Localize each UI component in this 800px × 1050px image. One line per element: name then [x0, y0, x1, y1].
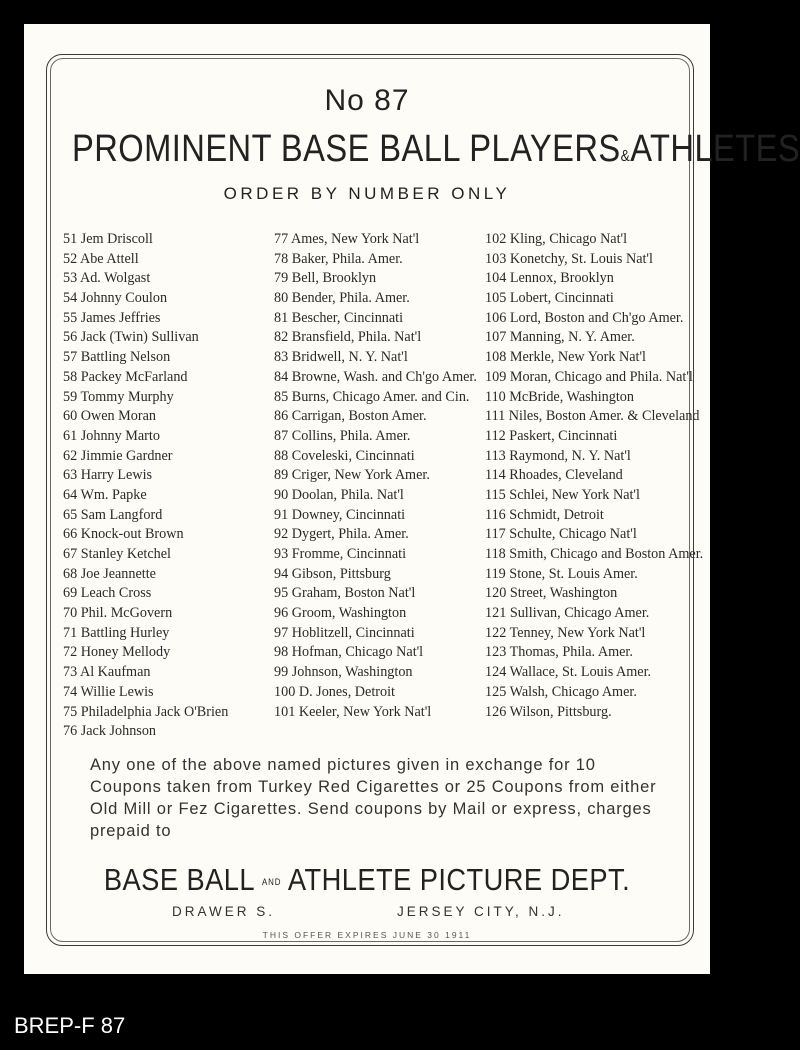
- player-entry: 109 Moran, Chicago and Phila. Nat'l: [485, 368, 693, 385]
- player-entry: 74 Willie Lewis: [63, 683, 154, 700]
- player-entry: 56 Jack (Twin) Sullivan: [63, 329, 199, 346]
- player-entry: 110 McBride, Washington: [485, 388, 634, 405]
- player-entry: 88 Coveleski, Cincinnati: [274, 447, 415, 464]
- player-entry: 117 Schulte, Chicago Nat'l: [485, 526, 637, 543]
- player-entry: 121 Sullivan, Chicago Amer.: [485, 605, 650, 622]
- player-list-column-1: [63, 230, 228, 742]
- player-entry: 73 Al Kaufman: [63, 664, 151, 681]
- player-list-column-2: [274, 230, 477, 722]
- card-title: [72, 128, 800, 171]
- player-entry: 108 Merkle, New York Nat'l: [485, 349, 646, 366]
- player-entry: 77 Ames, New York Nat'l: [274, 231, 420, 247]
- player-entry: 105 Lobert, Cincinnati: [485, 290, 614, 307]
- player-entry: 83 Bridwell, N. Y. Nat'l: [274, 349, 408, 366]
- player-entry: 87 Collins, Phila. Amer.: [274, 427, 411, 444]
- player-entry: 59 Tommy Murphy: [63, 388, 174, 405]
- player-entry: 65 Sam Langford: [63, 506, 163, 523]
- catalog-code: BREP-F 87: [14, 1013, 126, 1038]
- city-address: JERSEY CITY, N.J.: [397, 904, 565, 919]
- player-entry: 80 Bender, Phila. Amer.: [274, 290, 410, 307]
- player-entry: 124 Wallace, St. Louis Amer.: [485, 664, 652, 681]
- title-main: PROMINENT BASE BALL PLAYERS: [72, 128, 621, 170]
- title-tail: ATHLETES: [630, 128, 800, 170]
- player-entry: 94 Gibson, Pittsburg: [274, 565, 391, 582]
- player-entry: 101 Keeler, New York Nat'l: [274, 703, 432, 720]
- drawer-address: DRAWER S.: [172, 904, 276, 919]
- player-entry: 54 Johnny Coulon: [63, 290, 168, 307]
- player-entry: 82 Bransfield, Phila. Nat'l: [274, 329, 422, 346]
- player-entry: 99 Johnson, Washington: [274, 664, 413, 681]
- card-number: No 87: [324, 84, 410, 117]
- player-entry: 98 Hofman, Chicago Nat'l: [274, 644, 424, 661]
- player-entry: 66 Knock-out Brown: [63, 526, 184, 543]
- player-entry: 63 Harry Lewis: [63, 467, 153, 484]
- player-entry: 52 Abe Attell: [63, 250, 139, 267]
- player-entry: 113 Raymond, N. Y. Nat'l: [485, 447, 631, 464]
- player-entry: 106 Lord, Boston and Ch'go Amer.: [485, 309, 684, 326]
- player-entry: 104 Lennox, Brooklyn: [485, 270, 614, 287]
- player-entry: 120 Street, Washington: [485, 585, 618, 602]
- player-entry: 103 Konetchy, St. Louis Nat'l: [485, 250, 653, 267]
- player-entry: 51 Jem Driscoll: [63, 231, 153, 247]
- player-entry: 75 Philadelphia Jack O'Brien: [63, 703, 229, 720]
- player-entry: 91 Downey, Cincinnati: [274, 506, 406, 523]
- player-entry: 71 Battling Hurley: [63, 624, 170, 641]
- player-entry: 123 Thomas, Phila. Amer.: [485, 644, 633, 661]
- dept-left: BASE BALL: [103, 862, 254, 897]
- player-entry: 61 Johnny Marto: [63, 427, 160, 444]
- player-entry: 53 Ad. Wolgast: [63, 270, 151, 287]
- player-entry: 102 Kling, Chicago Nat'l: [485, 231, 628, 247]
- player-entry: 118 Smith, Chicago and Boston Amer.: [485, 546, 704, 562]
- player-entry: 122 Tenney, New York Nat'l: [485, 624, 646, 641]
- card-back: [24, 24, 800, 974]
- player-entry: 76 Jack Johnson: [63, 723, 157, 740]
- player-entry: 67 Stanley Ketchel: [63, 546, 171, 562]
- player-entry: 62 Jimmie Gardner: [63, 447, 173, 464]
- player-entry: 81 Bescher, Cincinnati: [274, 309, 404, 326]
- player-entry: 93 Fromme, Cincinnati: [274, 546, 407, 562]
- player-entry: 60 Owen Moran: [63, 408, 156, 425]
- player-entry: 86 Carrigan, Boston Amer.: [274, 408, 427, 425]
- player-entry: 58 Packey McFarland: [63, 368, 188, 385]
- player-list-column-3: [485, 230, 703, 722]
- dept-and: AND: [261, 876, 282, 887]
- player-entry: 116 Schmidt, Detroit: [485, 506, 604, 523]
- player-entry: 119 Stone, St. Louis Amer.: [485, 565, 638, 582]
- player-entry: 111 Niles, Boston Amer. & Cleveland: [485, 408, 700, 425]
- player-entry: 55 James Jeffries: [63, 309, 161, 326]
- department-name: [65, 862, 669, 898]
- player-entry: 114 Rhoades, Cleveland: [485, 467, 623, 484]
- player-entry: 126 Wilson, Pittsburg.: [485, 703, 612, 720]
- player-entry: 89 Criger, New York Amer.: [274, 467, 430, 484]
- player-entry: 84 Browne, Wash. and Ch'go Amer.: [274, 368, 477, 385]
- player-entry: 112 Paskert, Cincinnati: [485, 427, 618, 444]
- title-ampersand: &: [620, 148, 631, 165]
- player-entry: 72 Honey Mellody: [63, 644, 171, 661]
- expiry-notice: THIS OFFER EXPIRES JUNE 30 1911: [262, 930, 472, 940]
- player-entry: 79 Bell, Brooklyn: [274, 270, 377, 287]
- player-entry: 125 Walsh, Chicago Amer.: [485, 683, 637, 700]
- player-entry: 96 Groom, Washington: [274, 605, 407, 622]
- player-entry: 90 Doolan, Phila. Nat'l: [274, 486, 404, 503]
- player-entry: 64 Wm. Papke: [63, 486, 147, 503]
- player-entry: 57 Battling Nelson: [63, 349, 171, 366]
- player-entry: 115 Schlei, New York Nat'l: [485, 486, 640, 503]
- player-entry: 95 Graham, Boston Nat'l: [274, 585, 416, 602]
- player-entry: 68 Joe Jeannette: [63, 565, 156, 582]
- dept-right: ATHLETE PICTURE DEPT.: [287, 862, 631, 897]
- order-instruction: ORDER BY NUMBER ONLY: [223, 184, 511, 203]
- player-entry: 107 Manning, N. Y. Amer.: [485, 329, 635, 346]
- player-entry: 69 Leach Cross: [63, 585, 152, 602]
- player-entry: 85 Burns, Chicago Amer. and Cin.: [274, 388, 470, 405]
- offer-text: Any one of the above named pictures given in exchange for 10 Coupons taken from Turkey Red Cigarettes or 25 Coupons from either Old Mill or Fez Cigarettes. Send coupons by Mail or express, charges prepaid to: [90, 756, 657, 840]
- player-entry: 92 Dygert, Phila. Amer.: [274, 526, 409, 543]
- player-entry: 97 Hoblitzell, Cincinnati: [274, 624, 415, 641]
- player-entry: 78 Baker, Phila. Amer.: [274, 250, 403, 267]
- player-entry: 100 D. Jones, Detroit: [274, 683, 395, 700]
- player-entry: 70 Phil. McGovern: [63, 605, 173, 622]
